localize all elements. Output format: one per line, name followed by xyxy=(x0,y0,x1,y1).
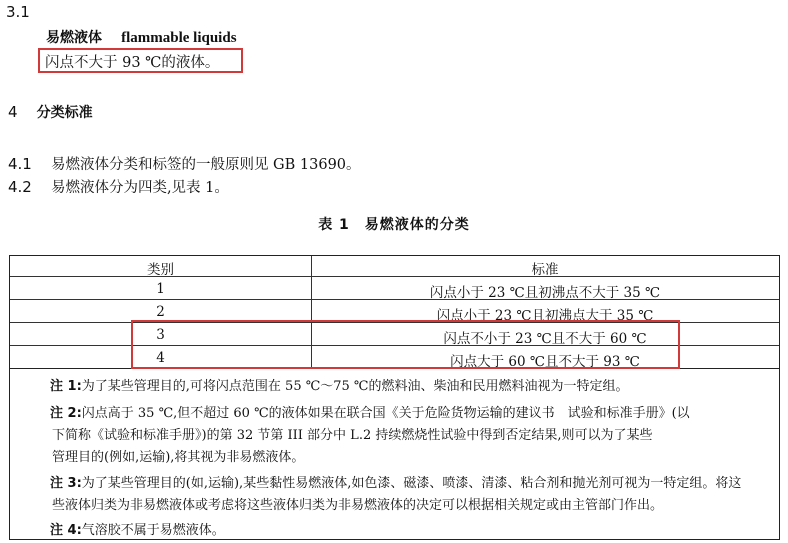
section-4-number: 4 xyxy=(8,103,18,121)
section-4-title: 分类标准 xyxy=(36,105,93,121)
note-text: 为了某些管理目的(如,运输),某些黏性易燃液体,如色漆、磁漆、喷漆、清漆、粘合剂和抛光剂可视为一特定组。将这 xyxy=(81,476,742,491)
term-definition: 闪点不大于 93 ℃的液体。 xyxy=(45,55,220,71)
table-title: 表 1 易燃液体的分类 xyxy=(318,217,470,233)
rows-3-4-highlight-box xyxy=(131,320,680,369)
row-criterion: 闪点小于 23 ℃且初沸点大于 35 ℃ xyxy=(436,308,654,324)
table-note xyxy=(50,402,690,421)
row-criterion: 闪点小于 23 ℃且初沸点不大于 35 ℃ xyxy=(429,285,661,301)
classification-table xyxy=(9,255,780,540)
row-criterion: 闪点不小于 23 ℃且不大于 60 ℃ xyxy=(443,331,647,347)
row-category: 3 xyxy=(156,327,165,343)
section-4-2-number: 4.2 xyxy=(8,178,32,196)
row-category: 1 xyxy=(156,281,165,297)
section-4-2 xyxy=(8,176,229,197)
section-4-1 xyxy=(8,153,361,174)
note-text: 闪点高于 35 ℃,但不超过 60 ℃的液体如果在联合国《关于危险货物运输的建议书 试验和标准手册》(以 xyxy=(81,406,690,421)
section-4-heading xyxy=(8,102,93,122)
table-note xyxy=(50,472,741,491)
row-category: 4 xyxy=(156,350,165,366)
note-continuation: 管理目的(例如,运输),将其视为非易燃液体。 xyxy=(52,450,305,465)
note-label: 注 4: xyxy=(50,523,82,538)
note-label: 注 2: xyxy=(50,406,82,421)
note-label: 注 1: xyxy=(50,379,82,394)
section-4-1-number: 4.1 xyxy=(8,155,32,173)
section-4-1-text: 易燃液体分类和标签的一般原则见 GB 13690。 xyxy=(50,157,361,173)
term-heading xyxy=(46,27,237,47)
term-zh: 易燃液体 xyxy=(46,30,102,46)
table-header-row xyxy=(10,256,779,277)
table-row xyxy=(10,277,779,300)
header-category: 类别 xyxy=(147,262,174,278)
section-3-1-number: 3.1 xyxy=(6,3,30,21)
note-text: 气溶胶不属于易燃液体。 xyxy=(81,523,225,538)
term-en: flammable liquids xyxy=(121,30,237,46)
table-note xyxy=(50,375,628,394)
note-text: 为了某些管理目的,可将闪点范围在 55 ℃～75 ℃的燃料油、柴油和民用燃料油视为一特定组。 xyxy=(81,379,629,394)
note-label: 注 3: xyxy=(50,476,82,491)
table-note xyxy=(50,519,225,538)
note-continuation: 些液体归类为非易燃液体或考虑将这些液体归类为非易燃液体的决定可以根据相关规定或由主管部门作出。 xyxy=(52,498,664,513)
header-criterion: 标准 xyxy=(531,262,559,278)
row-criterion: 闪点大于 60 ℃且不大于 93 ℃ xyxy=(450,354,640,370)
note-continuation: 下简称《试验和标准手册》)的第 32 节第 III 部分中 L.2 持续燃烧性试验中得到否定结果,则可以为了某些 xyxy=(52,428,653,443)
row-category: 2 xyxy=(156,304,165,320)
section-4-2-text: 易燃液体分为四类,见表 1。 xyxy=(50,180,229,196)
